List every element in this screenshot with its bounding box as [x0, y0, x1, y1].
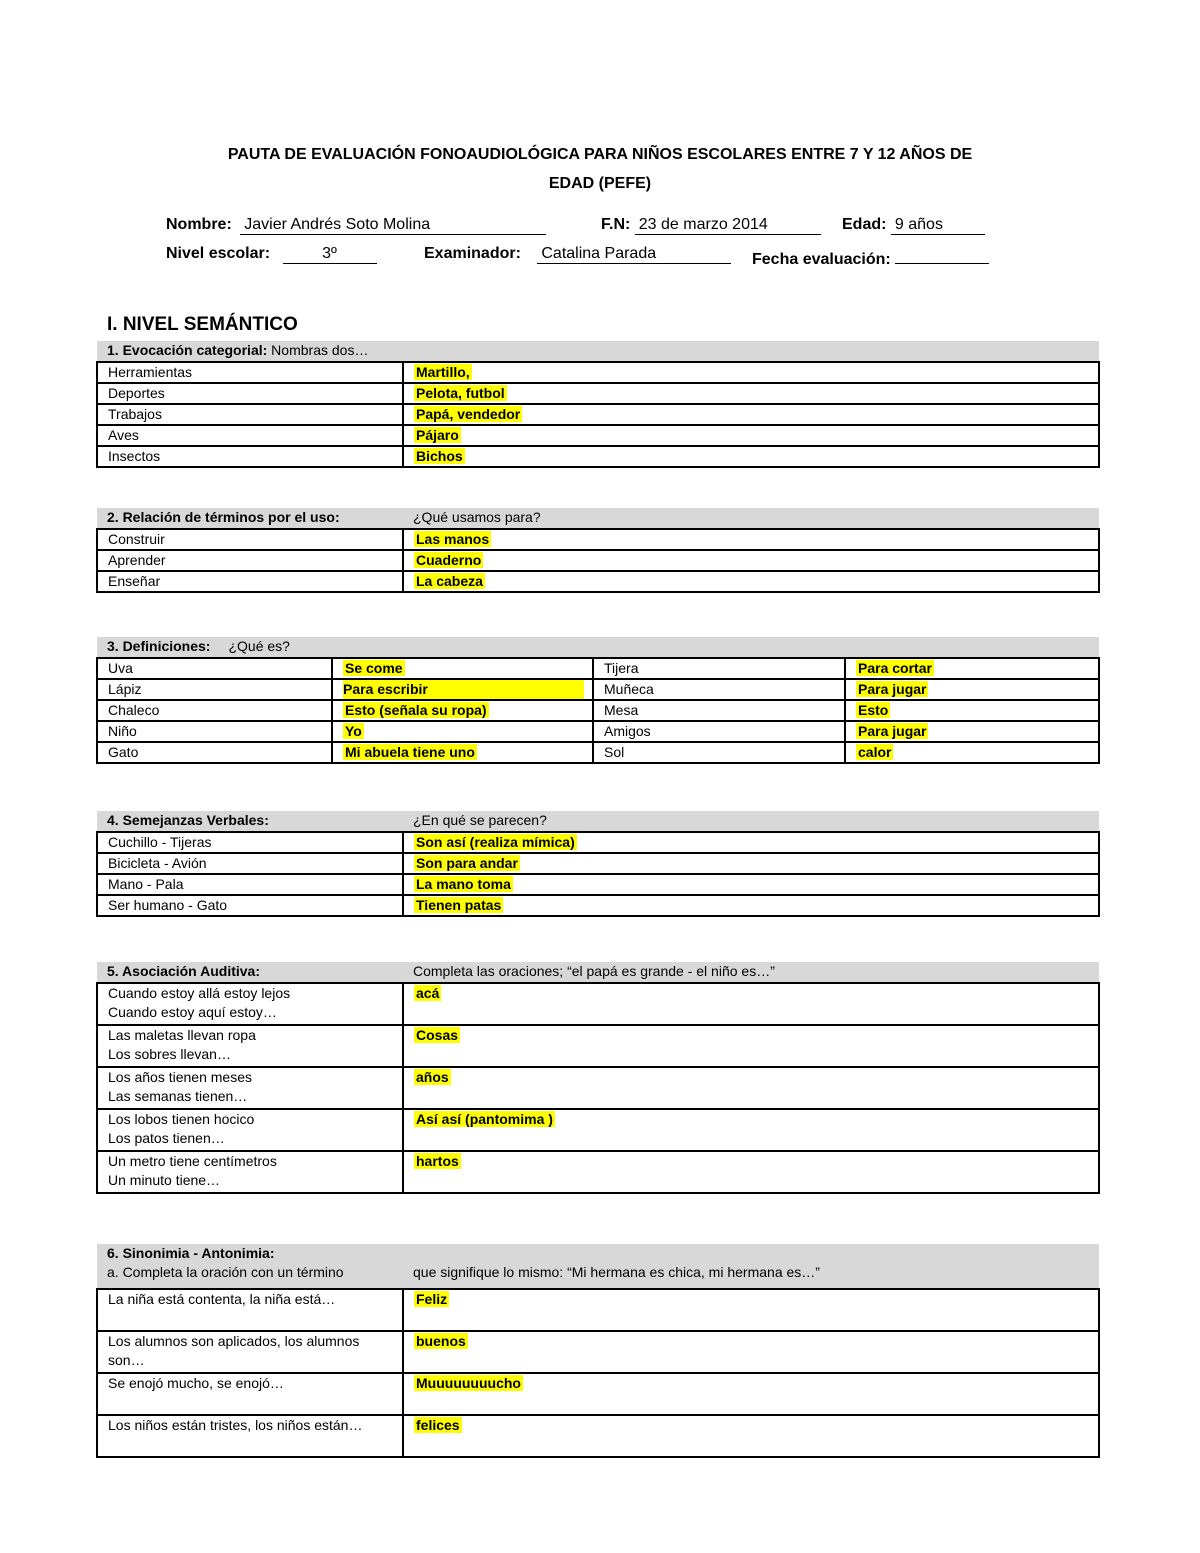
row-term: Niño: [97, 721, 332, 742]
table-row: [97, 550, 1099, 571]
examinador-field: [424, 244, 731, 264]
table-header-label: 3. Definiciones:: [107, 638, 211, 654]
relacion-table: [96, 508, 1100, 593]
row-term: [97, 1025, 403, 1067]
row-term-line1: Las maletas llevan ropa: [108, 1027, 256, 1043]
table-row: [97, 679, 1099, 700]
row-term: Mano - Pala: [97, 874, 403, 895]
nivel-field: [166, 244, 377, 264]
row-term: La niña está contenta, la niña está…: [97, 1289, 403, 1331]
row-term: Aves: [97, 425, 403, 446]
row-term: Sol: [593, 742, 845, 763]
table-subheader-right: que signifique lo mismo: “Mi hermana es chica, mi hermana es…”: [413, 1264, 820, 1280]
answer-highlight: Mi abuela tiene uno: [345, 744, 475, 760]
fecha-label: Fecha evaluación:: [752, 251, 891, 268]
document-title-line2: EDAD (PEFE): [548, 175, 652, 192]
answer-highlight: La mano toma: [416, 876, 511, 892]
table-row: [97, 853, 1099, 874]
row-term: Mesa: [593, 700, 845, 721]
row-term: Se enojó mucho, se enojó…: [97, 1373, 403, 1415]
answer-highlight: Papá, vendedor: [416, 406, 521, 422]
answer-highlight: Cosas: [416, 1027, 459, 1043]
answer-highlight: Para cortar: [858, 660, 932, 676]
row-term: Muñeca: [593, 679, 845, 700]
table-row: [97, 742, 1099, 763]
row-term: [97, 1109, 403, 1151]
row-term: [97, 983, 403, 1025]
row-term-line1: Los lobos tienen hocico: [108, 1111, 255, 1127]
table-header: [97, 1244, 1099, 1289]
answer-highlight: acá: [416, 985, 440, 1001]
table-header: [97, 962, 1099, 983]
semejanzas-table: [96, 811, 1100, 917]
nivel-value: 3º: [283, 244, 377, 264]
row-term: Amigos: [593, 721, 845, 742]
answer-highlight: Para jugar: [858, 681, 927, 697]
row-term: Gato: [97, 742, 332, 763]
table-row: [97, 874, 1099, 895]
nombre-value: Javier Andrés Soto Molina: [240, 215, 546, 235]
answer-highlight: buenos: [416, 1333, 466, 1349]
table-header-text: Nombras dos…: [267, 342, 369, 358]
row-term: Bicicleta - Avión: [97, 853, 403, 874]
nombre-field: [166, 215, 546, 235]
table-row: [97, 658, 1099, 679]
table-header-question: ¿Qué usamos para?: [403, 508, 1099, 529]
row-term: [97, 1151, 403, 1193]
row-term: Deportes: [97, 383, 403, 404]
table-row: [97, 1373, 1099, 1415]
row-term: Construir: [97, 529, 403, 550]
sinonimia-table: [96, 1244, 1100, 1458]
row-term-line2: Un minuto tiene…: [108, 1172, 221, 1188]
row-term-line2: Los patos tienen…: [108, 1130, 225, 1146]
row-term-line2: Los sobres llevan…: [108, 1046, 231, 1062]
answer-highlight: Cuaderno: [416, 552, 482, 568]
table-row: [97, 700, 1099, 721]
row-term-line1: Un metro tiene centímetros: [108, 1153, 277, 1169]
table-header-label: 4. Semejanzas Verbales:: [97, 811, 403, 832]
section-title: I. NIVEL SEMÁNTICO: [107, 314, 298, 335]
table-header: [97, 341, 1099, 362]
row-term-line2: Cuando estoy aquí estoy…: [108, 1004, 277, 1020]
row-term: Tijera: [593, 658, 845, 679]
answer-highlight: Yo: [345, 723, 362, 739]
row-term: Enseñar: [97, 571, 403, 592]
table-header: [97, 508, 1099, 529]
table-row: [97, 983, 1099, 1025]
table-row: [97, 721, 1099, 742]
answer-highlight: felices: [416, 1417, 460, 1433]
table-row: [97, 362, 1099, 383]
answer-highlight: La cabeza: [416, 573, 483, 589]
table-header: [97, 637, 1099, 658]
table-row: [97, 1067, 1099, 1109]
definiciones-table: [96, 637, 1100, 764]
row-term: Los niños están tristes, los niños están…: [97, 1415, 403, 1457]
nombre-label: Nombre:: [166, 216, 232, 233]
fecha-value: [895, 244, 989, 264]
answer-highlight: Para jugar: [858, 723, 927, 739]
row-term: Insectos: [97, 446, 403, 467]
table-header-label: 5. Asociación Auditiva:: [97, 962, 403, 983]
table-row: [97, 383, 1099, 404]
answer-highlight: calor: [858, 744, 892, 760]
table-row: [97, 1109, 1099, 1151]
fn-value: 23 de marzo 2014: [635, 215, 821, 235]
row-term: Ser humano - Gato: [97, 895, 403, 916]
answer-highlight: Bichos: [416, 448, 463, 464]
row-term: Herramientas: [97, 362, 403, 383]
table-row: [97, 446, 1099, 467]
fn-label: F.N:: [601, 216, 631, 233]
answer-highlight: Martillo,: [416, 364, 470, 380]
row-term: Trabajos: [97, 404, 403, 425]
answer-highlight: Así así (pantomima ): [416, 1111, 553, 1127]
answer-highlight: Muuuuuuuucho: [416, 1375, 521, 1391]
table-header: [97, 811, 1099, 832]
row-term-line1: Cuando estoy allá estoy lejos: [108, 985, 291, 1001]
table-row: [97, 404, 1099, 425]
row-term: Chaleco: [97, 700, 332, 721]
table-row: [97, 425, 1099, 446]
document-title-line1: PAUTA DE EVALUACIÓN FONOAUDIOLÓGICA PARA NIÑOS ESCOLARES ENTRE 7 Y 12 AÑOS DE: [227, 146, 973, 163]
examinador-label: Examinador:: [424, 245, 521, 262]
row-term-line1: Los años tienen meses: [108, 1069, 252, 1085]
answer-highlight: Se come: [345, 660, 403, 676]
edad-label: Edad:: [842, 216, 887, 233]
nivel-label: Nivel escolar:: [166, 245, 271, 262]
table-header-question: ¿En qué se parecen?: [403, 811, 1099, 832]
answer-highlight: Las manos: [416, 531, 490, 547]
row-term: Uva: [97, 658, 332, 679]
answer-highlight: Son así (realiza mímica): [416, 834, 575, 850]
row-term: Lápiz: [97, 679, 332, 700]
evocacion-table: [96, 341, 1100, 468]
answer-highlight: Son para andar: [416, 855, 518, 871]
table-subheader-left: a. Completa la oración con un término: [107, 1264, 344, 1280]
table-row: [97, 1331, 1099, 1373]
table-header-label: 6. Sinonimia - Antonimia:: [107, 1245, 275, 1261]
answer-highlight: Tienen patas: [416, 897, 502, 913]
table-header-question: Completa las oraciones; “el papá es grande - el niño es…”: [403, 962, 1099, 983]
table-row: [97, 1415, 1099, 1457]
answer-highlight: Pelota, futbol: [416, 385, 505, 401]
edad-field: [842, 215, 985, 235]
table-row: [97, 1289, 1099, 1331]
table-row: [97, 895, 1099, 916]
table-row: [97, 832, 1099, 853]
asociacion-table: [96, 962, 1100, 1194]
answer-highlight: Esto (señala su ropa): [345, 702, 487, 718]
row-term-line2: Las semanas tienen…: [108, 1088, 248, 1104]
edad-value: 9 años: [891, 215, 985, 235]
table-header-label: 1. Evocación categorial:: [107, 342, 268, 358]
fecha-field: [752, 244, 989, 269]
table-header-label: 2. Relación de términos por el uso:: [97, 508, 403, 529]
table-header-question: ¿Qué es?: [228, 638, 290, 654]
answer-highlight: Pájaro: [416, 427, 459, 443]
fn-field: [601, 215, 821, 235]
row-term: Cuchillo - Tijeras: [97, 832, 403, 853]
answer-highlight: hartos: [416, 1153, 459, 1169]
answer-highlight: Esto: [858, 702, 889, 718]
table-row: [97, 1151, 1099, 1193]
table-row: [97, 571, 1099, 592]
table-row: [97, 529, 1099, 550]
row-term: Los alumnos son aplicados, los alumnos son…: [97, 1331, 403, 1373]
row-term: [97, 1067, 403, 1109]
row-term: Aprender: [97, 550, 403, 571]
table-row: [97, 1025, 1099, 1067]
examinador-value: Catalina Parada: [537, 244, 731, 264]
answer-highlight: años: [416, 1069, 449, 1085]
answer-highlight: Feliz: [416, 1291, 448, 1307]
answer-highlight: Para escribir: [343, 680, 584, 699]
